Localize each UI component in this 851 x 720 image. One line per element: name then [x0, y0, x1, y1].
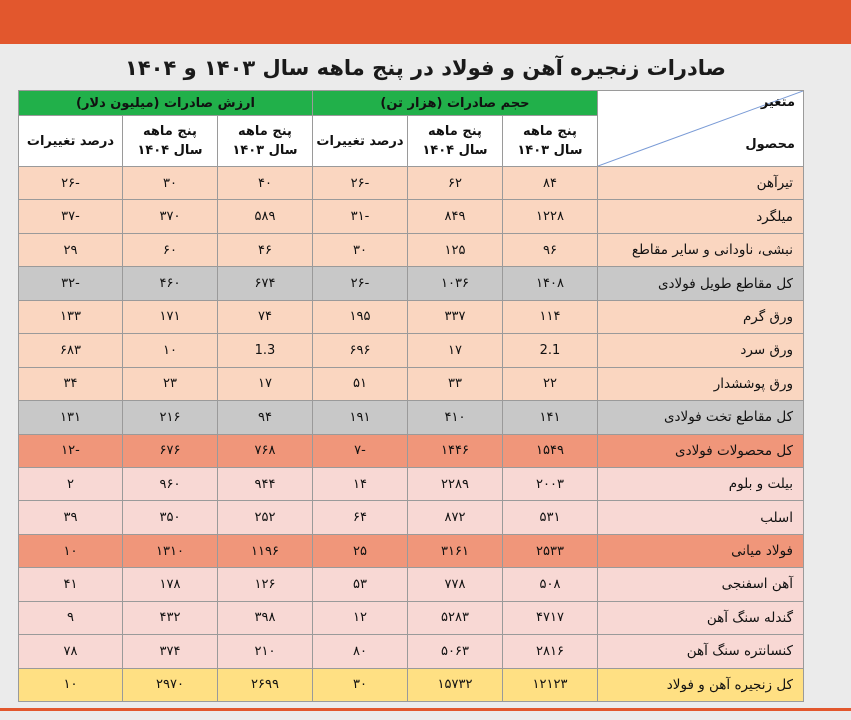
table-row [19, 501, 804, 534]
product-name-cell: ورق گرم [598, 300, 804, 333]
vol-1404-cell: ۳۳۷ [408, 300, 503, 333]
volume-group-header: حجم صادرات (هزار تن) [313, 91, 598, 116]
vol-1404-cell: ۱۷ [408, 334, 503, 367]
vol-1404-cell: ۶۲ [408, 167, 503, 200]
val-1404-cell: ۶۰ [123, 233, 218, 266]
vol-1404-cell: ۱۰۳۶ [408, 267, 503, 300]
table-row [19, 601, 804, 634]
page-title: صادرات زنجیره آهن و فولاد در پنج ماهه سال ۱۴۰۳ و ۱۴۰۴ [125, 56, 726, 80]
product-name-cell: ورق سرد [598, 334, 804, 367]
product-name-cell: گندله سنگ آهن [598, 601, 804, 634]
vol-change-cell: ۳۰ [313, 233, 408, 266]
vol-1404-cell: ۵۰۶۳ [408, 635, 503, 668]
vol-change-cell: -۲۶ [313, 167, 408, 200]
val-1404-cell: ۴۶۰ [123, 267, 218, 300]
val-1404-cell: ۹۶۰ [123, 467, 218, 500]
val-1404-cell: ۱۳۱۰ [123, 534, 218, 567]
product-name-cell: میلگرد [598, 200, 804, 233]
val-1403-cell: ۷۴ [218, 300, 313, 333]
val-1404-cell: ۱۷۱ [123, 300, 218, 333]
val-1403-cell: ۳۹۸ [218, 601, 313, 634]
table-row [19, 267, 804, 300]
table-row [19, 233, 804, 266]
vol-1403-cell: ۹۶ [503, 233, 598, 266]
val-1404-cell: ۳۷۰ [123, 200, 218, 233]
val-1404-cell: ۳۵۰ [123, 501, 218, 534]
val-1404-cell: ۶۷۶ [123, 434, 218, 467]
product-name-cell: فولاد میانی [598, 534, 804, 567]
val-change-cell: -۱۲ [19, 434, 123, 467]
vol-change-cell: ۵۳ [313, 568, 408, 601]
vol-1403-cell: ۵۰۸ [503, 568, 598, 601]
table-row [19, 467, 804, 500]
product-name-cell: کل محصولات فولادی [598, 434, 804, 467]
variable-label: متغیر [760, 95, 795, 110]
val-change-cell: ۴۱ [19, 568, 123, 601]
vol-1404-cell: ۳۳ [408, 367, 503, 400]
val-1403-cell: ۴۰ [218, 167, 313, 200]
vol-1403-cell: ۱۲۱۲۳ [503, 668, 598, 701]
header-corner [598, 91, 804, 167]
vol-1404-cell: ۳۱۶۱ [408, 534, 503, 567]
val-change-cell: ۶۸۳ [19, 334, 123, 367]
vol-change-header: درصد تغییرات [313, 116, 408, 167]
val-1404-cell: ۱۰ [123, 334, 218, 367]
val-1404-cell: ۱۷۸ [123, 568, 218, 601]
vol-change-cell: ۱۹۱ [313, 401, 408, 434]
val-change-cell: ۳۹ [19, 501, 123, 534]
product-name-cell: آهن اسفنجی [598, 568, 804, 601]
vol-1403-cell: ۲۰۰۳ [503, 467, 598, 500]
table-row [19, 367, 804, 400]
val-1403-cell: ۱۱۹۶ [218, 534, 313, 567]
val-1403-cell: ۱۷ [218, 367, 313, 400]
val-1403-cell: 1.3 [218, 334, 313, 367]
val-1403-header: پنج ماهه سال ۱۴۰۳ [218, 116, 313, 167]
val-1403-cell: ۷۶۸ [218, 434, 313, 467]
vol-change-cell: ۶۹۶ [313, 334, 408, 367]
val-1404-header: پنج ماهه سال ۱۴۰۴ [123, 116, 218, 167]
table-row [19, 401, 804, 434]
val-change-cell: -۲۶ [19, 167, 123, 200]
vol-change-cell: ۱۹۵ [313, 300, 408, 333]
vol-1403-cell: ۲۸۱۶ [503, 635, 598, 668]
table-row [19, 300, 804, 333]
value-group-header: ارزش صادرات (میلیون دلار) [19, 91, 313, 116]
vol-1404-cell: ۱۵۷۳۲ [408, 668, 503, 701]
val-1403-cell: ۲۶۹۹ [218, 668, 313, 701]
vol-1404-cell: ۴۱۰ [408, 401, 503, 434]
table-row [19, 167, 804, 200]
val-1403-cell: ۴۶ [218, 233, 313, 266]
val-1403-cell: ۲۱۰ [218, 635, 313, 668]
vol-change-cell: ۳۰ [313, 668, 408, 701]
vol-1403-cell: ۱۲۲۸ [503, 200, 598, 233]
val-1403-cell: ۹۴ [218, 401, 313, 434]
vol-1403-cell: ۱۴۱ [503, 401, 598, 434]
vol-1403-cell: ۲۲ [503, 367, 598, 400]
vol-1403-cell: ۱۴۰۸ [503, 267, 598, 300]
val-change-cell: ۱۰ [19, 534, 123, 567]
val-change-cell: -۳۲ [19, 267, 123, 300]
product-name-cell: کل مقاطع طویل فولادی [598, 267, 804, 300]
vol-1403-cell: ۱۵۴۹ [503, 434, 598, 467]
table-row [19, 200, 804, 233]
vol-1403-cell: 2.1 [503, 334, 598, 367]
table-row [19, 668, 804, 701]
vol-1403-cell: ۲۵۳۳ [503, 534, 598, 567]
vol-1404-cell: ۸۷۲ [408, 501, 503, 534]
vol-1404-cell: ۱۲۵ [408, 233, 503, 266]
product-name-cell: نبشی، ناودانی و سایر مقاطع [598, 233, 804, 266]
vol-change-cell: ۸۰ [313, 635, 408, 668]
vol-change-cell: ۶۴ [313, 501, 408, 534]
product-name-cell: کل مقاطع تخت فولادی [598, 401, 804, 434]
val-1404-cell: ۲۳ [123, 367, 218, 400]
val-change-cell: ۷۸ [19, 635, 123, 668]
table-row [19, 568, 804, 601]
table-row [19, 635, 804, 668]
product-name-cell: ورق پوششدار [598, 367, 804, 400]
vol-1403-cell: ۵۳۱ [503, 501, 598, 534]
vol-1404-cell: ۲۲۸۹ [408, 467, 503, 500]
vol-change-cell: -۷ [313, 434, 408, 467]
bottom-accent-line [0, 708, 851, 711]
val-1404-cell: ۳۷۴ [123, 635, 218, 668]
export-table [18, 90, 804, 702]
table-row [19, 434, 804, 467]
product-name-cell: بیلت و بلوم [598, 467, 804, 500]
vol-1404-cell: ۷۷۸ [408, 568, 503, 601]
vol-1404-cell: ۵۲۸۳ [408, 601, 503, 634]
val-change-cell: ۱۳۱ [19, 401, 123, 434]
product-name-cell: اسلب [598, 501, 804, 534]
val-1403-cell: ۵۸۹ [218, 200, 313, 233]
val-change-cell: ۲۹ [19, 233, 123, 266]
val-change-cell: ۲ [19, 467, 123, 500]
vol-1404-cell: ۱۴۴۶ [408, 434, 503, 467]
val-1403-cell: ۶۷۴ [218, 267, 313, 300]
product-name-cell: تیرآهن [598, 167, 804, 200]
vol-change-cell: ۱۴ [313, 467, 408, 500]
val-1404-cell: ۳۰ [123, 167, 218, 200]
vol-change-cell: ۵۱ [313, 367, 408, 400]
vol-1403-cell: ۴۷۱۷ [503, 601, 598, 634]
product-name-cell: کنسانتره سنگ آهن [598, 635, 804, 668]
val-change-cell: ۱۰ [19, 668, 123, 701]
val-1403-cell: ۲۵۲ [218, 501, 313, 534]
vol-change-cell: -۲۶ [313, 267, 408, 300]
vol-change-cell: ۱۲ [313, 601, 408, 634]
val-change-cell: ۳۴ [19, 367, 123, 400]
vol-1403-header: پنج ماهه سال ۱۴۰۳ [503, 116, 598, 167]
vol-1403-cell: ۸۴ [503, 167, 598, 200]
table-row [19, 534, 804, 567]
val-change-cell: ۱۳۳ [19, 300, 123, 333]
vol-change-cell: ۲۵ [313, 534, 408, 567]
val-1404-cell: ۲۱۶ [123, 401, 218, 434]
val-change-header: درصد تغییرات [19, 116, 123, 167]
val-1404-cell: ۲۹۷۰ [123, 668, 218, 701]
table-row [19, 334, 804, 367]
val-1404-cell: ۴۳۲ [123, 601, 218, 634]
vol-1404-header: پنج ماهه سال ۱۴۰۴ [408, 116, 503, 167]
val-change-cell: ۹ [19, 601, 123, 634]
vol-change-cell: -۳۱ [313, 200, 408, 233]
vol-1404-cell: ۸۴۹ [408, 200, 503, 233]
product-name-cell: کل زنجیره آهن و فولاد [598, 668, 804, 701]
top-accent-bar [0, 0, 851, 44]
val-1403-cell: ۱۲۶ [218, 568, 313, 601]
val-1403-cell: ۹۴۴ [218, 467, 313, 500]
val-change-cell: -۳۷ [19, 200, 123, 233]
vol-1403-cell: ۱۱۴ [503, 300, 598, 333]
product-label: محصول [745, 137, 795, 152]
